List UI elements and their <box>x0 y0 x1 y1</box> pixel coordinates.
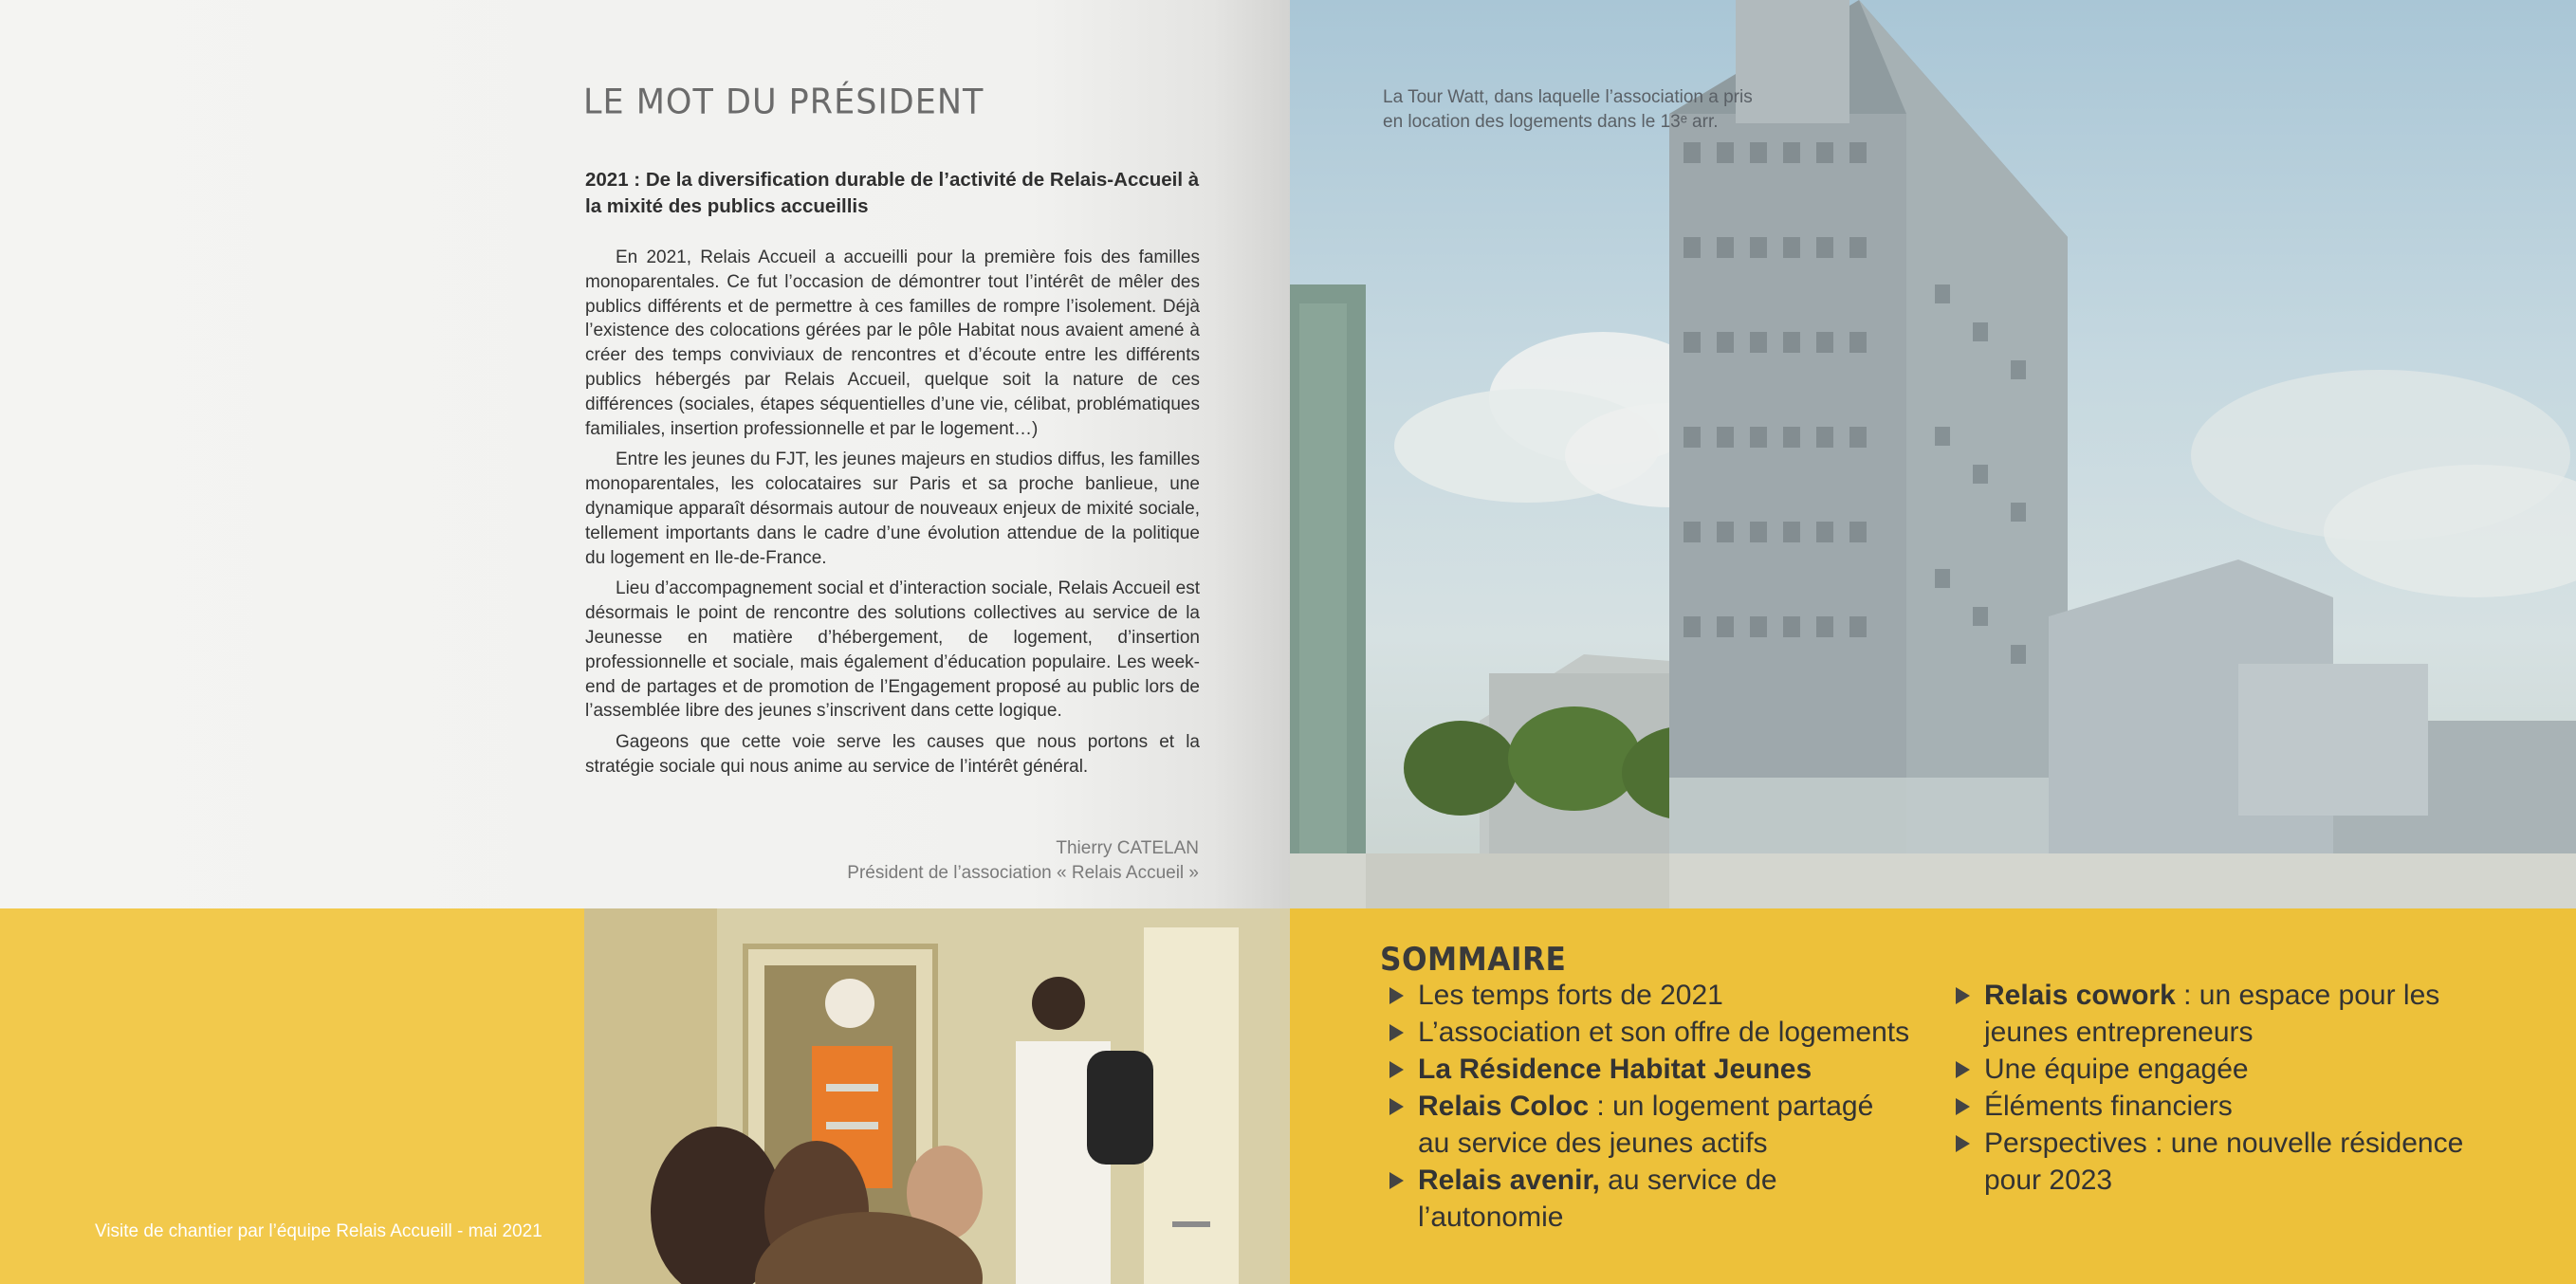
paragraph: Gageons que cette voie serve les causes que nous portons et la stratégie sociale qui nous anime au service de l’intérêt général. <box>585 732 1200 777</box>
summary-item-text: Perspectives : une nouvelle résidence pour 2023 <box>1984 1128 2464 1196</box>
summary-item <box>1380 1014 1911 1051</box>
signature-role: Président de l’association « Relais Accueil » <box>847 863 1199 883</box>
president-page <box>0 0 1290 908</box>
caption-line: La Tour Watt, dans laquelle l’association a pris <box>1383 87 1753 107</box>
summary-item <box>1946 977 2477 1051</box>
signature <box>847 836 1199 886</box>
tower-caption <box>1383 85 1753 135</box>
site-visit-illustration <box>584 908 1290 1284</box>
article-subtitle: 2021 : De la diversification durable de l’activité de Relais-Accueil à la mixité des publics accueillis <box>585 169 1200 217</box>
triangle-bullet-icon <box>1389 1024 1404 1041</box>
summary-item <box>1946 1051 2477 1088</box>
summary-item <box>1380 1088 1911 1162</box>
summary-item-text: au service de l’autonomie <box>1418 1165 1777 1233</box>
summary-item-text: : un logement partagé au service des jeunes actifs <box>1418 1091 1874 1159</box>
summary-item <box>1380 1162 1911 1236</box>
paragraph: Entre les jeunes du FJT, les jeunes majeurs en studios diffus, les familles monoparentales, les colocataires sur Paris et sa proche banlieue, une dynamique apparaît désormais autour de nouveaux enjeux de mixité sociale, tellement importants dans le cadre d’une évolution attendue de la politique du logement en Ile-de-France. <box>585 449 1200 568</box>
summary-item-text: L’association et son offre de logements <box>1418 1017 1910 1048</box>
summary-title: SOMMAIRE <box>1380 941 1567 979</box>
visit-caption: Visite de chantier par l’équipe Relais Accueill - mai 2021 <box>95 1221 543 1241</box>
site-visit-photo <box>584 908 1290 1284</box>
summary-item-bold: Relais Coloc <box>1418 1091 1590 1122</box>
triangle-bullet-icon <box>1389 1098 1404 1115</box>
summary-item-text: Éléments financiers <box>1984 1091 2233 1122</box>
summary-item <box>1380 977 1911 1014</box>
summary-list-column-2 <box>1946 977 2477 1199</box>
summary-item-bold: La Résidence Habitat Jeunes <box>1418 1054 1812 1085</box>
summary-item <box>1946 1088 2477 1125</box>
summary-item-text: Les temps forts de 2021 <box>1418 980 1723 1011</box>
page-title: LE MOT DU PRÉSIDENT <box>583 83 984 122</box>
triangle-bullet-icon <box>1956 1098 1970 1115</box>
triangle-bullet-icon <box>1956 1061 1970 1078</box>
summary-item <box>1380 1051 1911 1088</box>
triangle-bullet-icon <box>1389 987 1404 1004</box>
summary-item <box>1946 1125 2477 1199</box>
summary-item-text: Une équipe engagée <box>1984 1054 2249 1085</box>
paragraph: En 2021, Relais Accueil a accueilli pour la première fois des familles monoparentales. Ce fut l’occasion de démontrer tout l’intérêt de mêler des publics différents et de permettre à ces familles de rompre l’isolement. Déjà l’existence des colocations gérées par le pôle Habitat nous avaient amené à créer des temps conviviaux de rencontres et d’écoute entre les différents publics hébergés par Relais Accueil, quelque soit la nature de ces différences (sociales, étapes séquentielles d’une vie, célibat, problématiques familiales, insertion professionnelle et par le logement…) <box>585 248 1200 439</box>
article-body <box>585 246 1200 786</box>
triangle-bullet-icon <box>1389 1061 1404 1078</box>
triangle-bullet-icon <box>1956 1135 1970 1152</box>
paragraph: Lieu d’accompagnement social et d’interaction sociale, Relais Accueil est désormais le point de rencontre des solutions collectives au service de la Jeunesse en matière d’hébergement, de logement, d’insertion professionnelle et sociale, mais également d’éducation populaire. Les week-end de partages et de promotion de l’Engagement proposé au public lors de l’assemblée libre des jeunes s’inscrivent dans cette logique. <box>585 578 1200 722</box>
triangle-bullet-icon <box>1389 1172 1404 1189</box>
summary-item-bold: Relais avenir, <box>1418 1165 1600 1196</box>
caption-line: en location des logements dans le 13ᵉ arr. <box>1383 112 1719 132</box>
signature-name: Thierry CATELAN <box>1056 838 1199 858</box>
summary-list-column-1 <box>1380 977 1911 1236</box>
summary-panel <box>1290 908 2576 1284</box>
summary-item-text: : un espace pour les jeunes entrepreneurs <box>1984 980 2440 1048</box>
summary-item-bold: Relais cowork <box>1984 980 2176 1011</box>
tower-illustration <box>1290 0 2576 908</box>
triangle-bullet-icon <box>1956 987 1970 1004</box>
tower-photo <box>1290 0 2576 908</box>
